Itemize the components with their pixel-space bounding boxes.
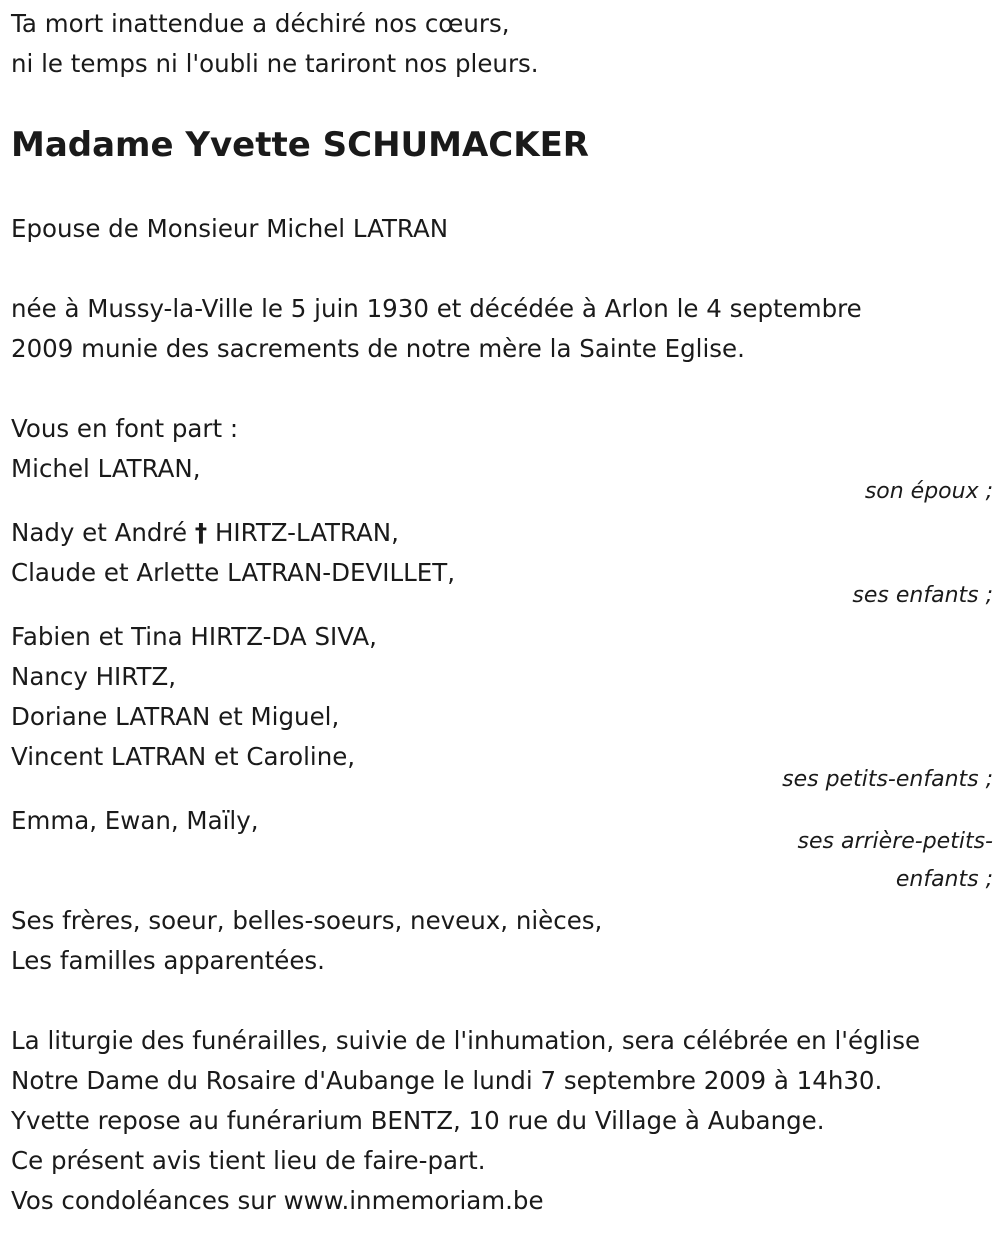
funeral-line: Notre Dame du Rosaire d'Aubange le lundi 7 septembre 2009 à 14h30.: [11, 1066, 883, 1095]
announcer-name: Michel LATRAN,: [11, 454, 201, 483]
funeral-line: Ce présent avis tient lieu de faire-part.: [11, 1146, 486, 1175]
group-great-grandchildren: [11, 801, 993, 899]
poem-line: Ta mort inattendue a déchiré nos cœurs,: [11, 9, 510, 38]
announcer-name: Vincent LATRAN et Caroline,: [11, 742, 356, 771]
announcer-name-part: Nady et André: [11, 518, 188, 547]
announcer-name-part: HIRTZ-LATRAN,: [214, 518, 399, 547]
relation-label: enfants ;: [895, 867, 993, 892]
spouse-line: Epouse de Monsieur Michel LATRAN: [11, 214, 449, 243]
relation-label: ses arrière-petits-: [797, 829, 993, 854]
relation-label: ses enfants ;: [852, 583, 993, 608]
announcer-name: Doriane LATRAN et Miguel,: [11, 702, 340, 731]
announcer-name: Fabien et Tina HIRTZ-DA SIVA,: [11, 622, 377, 651]
funeral-line: La liturgie des funérailles, suivie de l'inhumation, sera célébrée en l'église: [11, 1026, 921, 1055]
extended-family: [11, 901, 993, 981]
family-line: Ses frères, soeur, belles-soeurs, neveux, nièces,: [11, 906, 603, 935]
relation-label: son époux ;: [864, 479, 993, 504]
group-children: [11, 513, 993, 615]
poem: [11, 4, 993, 84]
poem-line: ni le temps ni l'oubli ne tariront nos pleurs.: [11, 49, 539, 78]
condolences-line: Vos condoléances sur www.inmemoriam.be: [11, 1186, 544, 1215]
birth-death-line: 2009 munie des sacrements de notre mère la Sainte Eglise.: [11, 334, 745, 363]
birth-death-text: [11, 289, 993, 369]
group-grandchildren: [11, 617, 993, 799]
obituary-notice: [11, 4, 993, 1221]
announcer-name: Nancy HIRTZ,: [11, 662, 177, 691]
announcer-name: Claude et Arlette LATRAN-DEVILLET,: [11, 558, 455, 587]
announcer-name: Emma, Ewan, Maïly,: [11, 806, 259, 835]
funeral-line: Yvette repose au funérarium BENTZ, 10 rue du Village à Aubange.: [11, 1106, 825, 1135]
family-line: Les familles apparentées.: [11, 946, 325, 975]
funeral-info: [11, 1021, 993, 1221]
deceased-cross-icon: †: [194, 518, 208, 547]
announcers-intro: Vous en font part :: [11, 414, 239, 443]
birth-death-line: née à Mussy-la-Ville le 5 juin 1930 et décédée à Arlon le 4 septembre: [11, 294, 862, 323]
relation-label: ses petits-enfants ;: [782, 767, 993, 792]
group-spouse: [11, 449, 993, 511]
deceased-name: Madame Yvette SCHUMACKER: [11, 125, 589, 165]
announcer-name: [11, 513, 993, 553]
